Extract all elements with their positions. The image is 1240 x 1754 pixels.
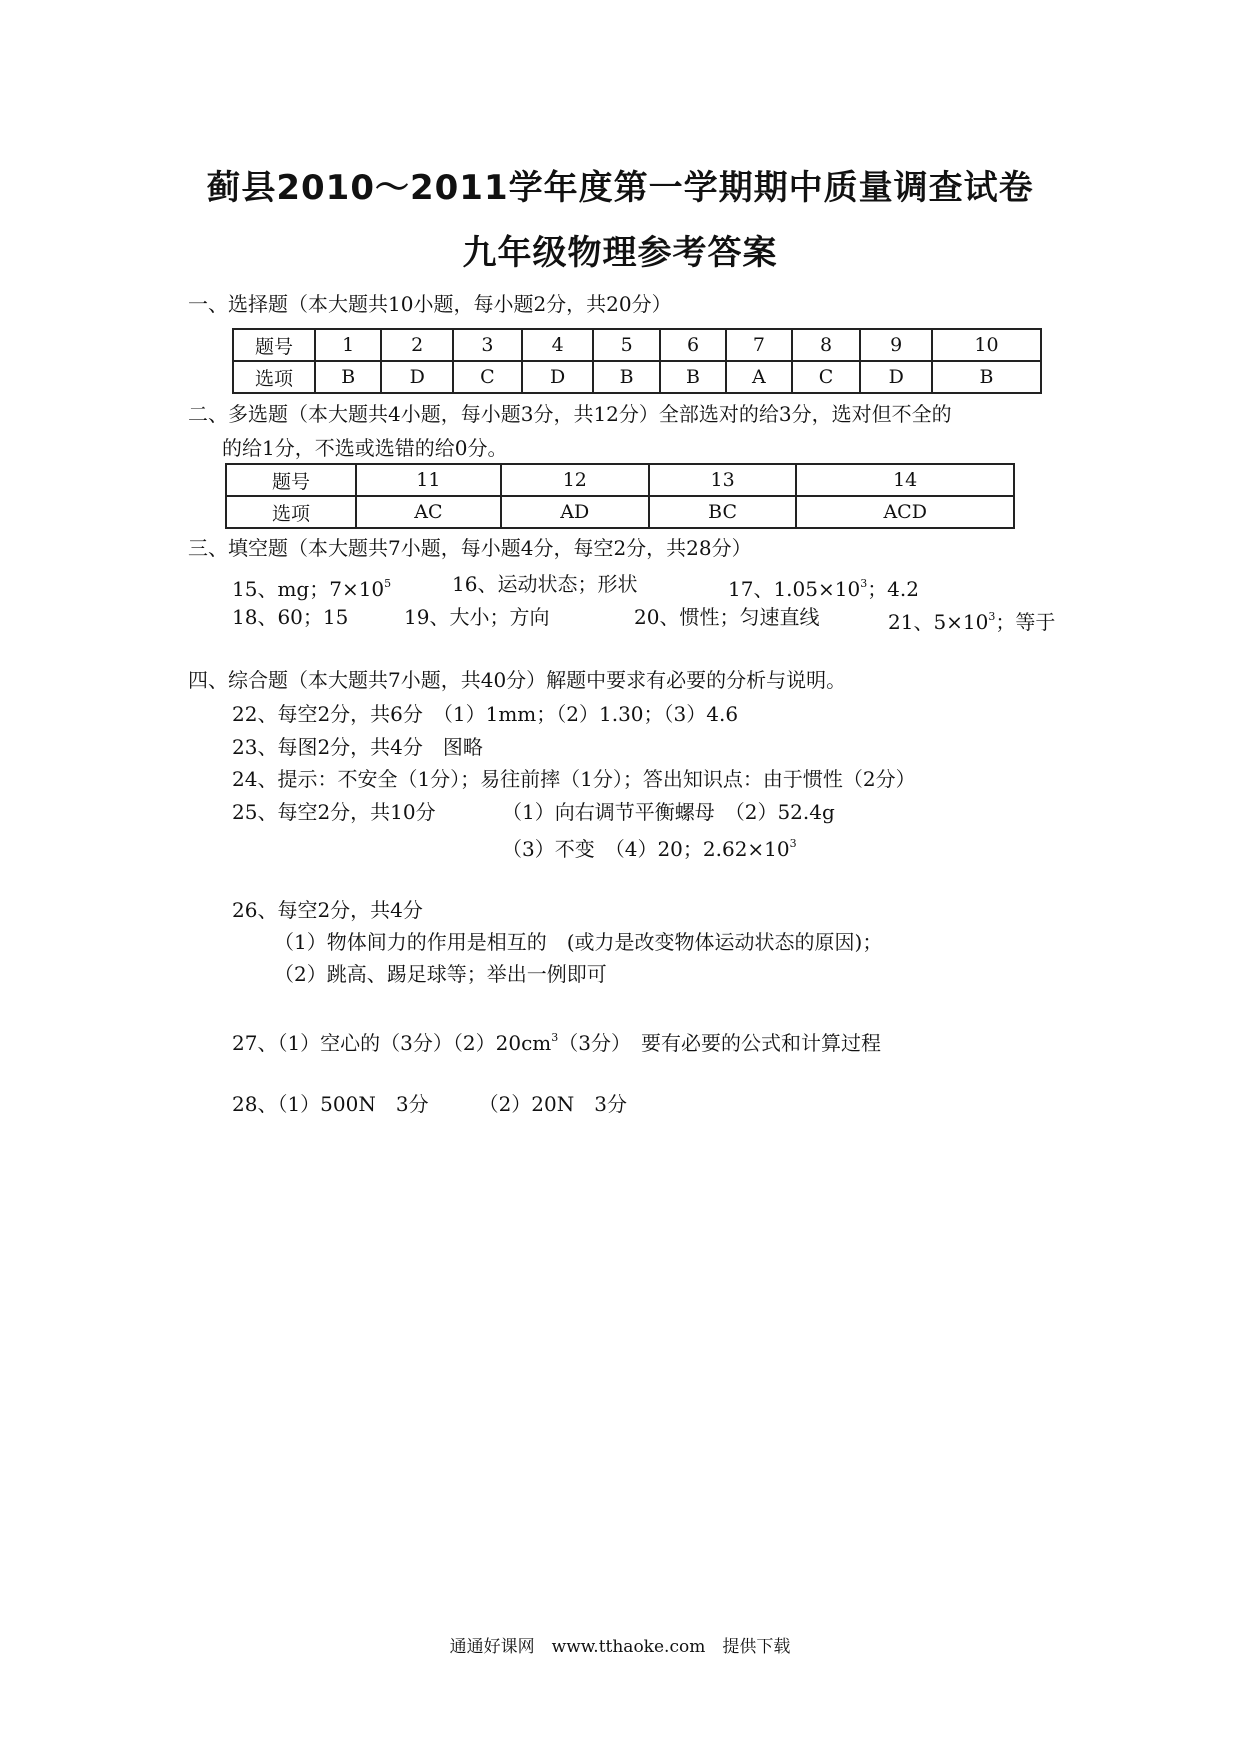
row-label: 题号 (226, 464, 356, 496)
question-number: 2 (381, 329, 453, 361)
footer-credit: 通通好课网 www.tthaoke.com 提供下载 (449, 1637, 791, 1657)
answer-15 (232, 572, 391, 601)
answer-text: ；4.2 (867, 577, 919, 601)
answer-17 (728, 572, 919, 601)
row-label: 题号 (233, 329, 315, 361)
answer-cell: B (593, 361, 659, 393)
answer-cell: AC (356, 496, 501, 528)
row-label: 选项 (226, 496, 356, 528)
question-number: 13 (649, 464, 797, 496)
answer-22: 22、每空2分，共6分 （1）1mm；（2）1.30；（3）4.6 (232, 702, 739, 726)
answer-cell: BC (649, 496, 797, 528)
answer-cell: D (860, 361, 932, 393)
question-number: 14 (796, 464, 1014, 496)
answer-25-part2 (502, 832, 797, 861)
table-row (233, 361, 1041, 393)
answer-cell: B (932, 361, 1041, 393)
answer-28: 28、（1）500N 3分 （2）20N 3分 (232, 1092, 627, 1116)
answer-18: 18、60；15 (232, 605, 349, 629)
superscript: 5 (384, 577, 392, 590)
answer-23: 23、每图2分，共4分 图略 (232, 735, 483, 759)
section1-answer-table (232, 328, 1042, 394)
question-number: 3 (453, 329, 522, 361)
section2-heading-line1: 二、多选题（本大题共4小题，每小题3分，共12分）全部选对的给3分，选对但不全的 (188, 402, 952, 426)
answer-cell: C (792, 361, 861, 393)
answer-text: （3分） 要有必要的公式和计算过程 (558, 1031, 881, 1055)
superscript: 3 (988, 610, 996, 623)
answer-cell: AD (501, 496, 649, 528)
question-number: 4 (522, 329, 594, 361)
answer-26: 26、每空2分，共4分 (232, 898, 423, 922)
answer-cell: B (315, 361, 381, 393)
question-number: 1 (315, 329, 381, 361)
answer-25-part1: （1）向右调节平衡螺母 （2）52.4g (502, 800, 835, 824)
answer-26-part1: （1）物体间力的作用是相互的 (或力是改变物体运动状态的原因)； (274, 930, 883, 954)
question-number: 10 (932, 329, 1041, 361)
table-row (226, 464, 1014, 496)
answer-cell: A (726, 361, 791, 393)
question-number: 5 (593, 329, 659, 361)
table-row (226, 496, 1014, 528)
table-row (233, 329, 1041, 361)
answer-16: 16、运动状态；形状 (452, 572, 638, 596)
question-number: 12 (501, 464, 649, 496)
superscript: 3 (551, 1031, 559, 1044)
section3-heading: 三、填空题（本大题共7小题，每小题4分，每空2分，共28分） (188, 536, 752, 560)
answer-text: 27、（1）空心的（3分）（2）20cm (232, 1031, 552, 1055)
question-number: 8 (792, 329, 861, 361)
answer-cell: C (453, 361, 522, 393)
section1-heading: 一、选择题（本大题共10小题，每小题2分，共20分） (188, 292, 672, 316)
answer-27 (232, 1026, 881, 1055)
answer-text: （3）不变 （4）20；2.62×10 (502, 837, 790, 861)
answer-20: 20、惯性；匀速直线 (634, 605, 820, 629)
answer-text: 15、mg；7×10 (232, 577, 385, 601)
answer-text: 17、1.05×10 (728, 577, 861, 601)
answer-26-part2: （2）跳高、踢足球等；举出一例即可 (274, 962, 607, 986)
answer-21 (888, 605, 1055, 634)
answer-text: ；等于 (995, 610, 1056, 634)
answer-25: 25、每空2分，共10分 (232, 800, 436, 824)
answer-24: 24、提示：不安全（1分）；易往前摔（1分）；答出知识点：由于惯性（2分） (232, 767, 916, 791)
section2-answer-table (225, 463, 1015, 529)
section2-heading-line2: 的给1分，不选或选错的给0分。 (222, 436, 508, 460)
superscript: 3 (860, 577, 868, 590)
answer-text: 21、5×10 (888, 610, 989, 634)
question-number: 6 (660, 329, 726, 361)
question-number: 11 (356, 464, 501, 496)
section4-heading: 四、综合题（本大题共7小题，共40分）解题中要求有必要的分析与说明。 (188, 668, 847, 692)
question-number: 9 (860, 329, 932, 361)
row-label: 选项 (233, 361, 315, 393)
answer-cell: B (660, 361, 726, 393)
answer-19: 19、大小；方向 (404, 605, 550, 629)
superscript: 3 (789, 837, 797, 850)
answer-cell: ACD (796, 496, 1014, 528)
exam-title: 蓟县2010～2011学年度第一学期期中质量调查试卷 (206, 168, 1034, 208)
question-number: 7 (726, 329, 791, 361)
exam-subtitle: 九年级物理参考答案 (462, 233, 778, 273)
answer-cell: D (522, 361, 594, 393)
answer-cell: D (381, 361, 453, 393)
